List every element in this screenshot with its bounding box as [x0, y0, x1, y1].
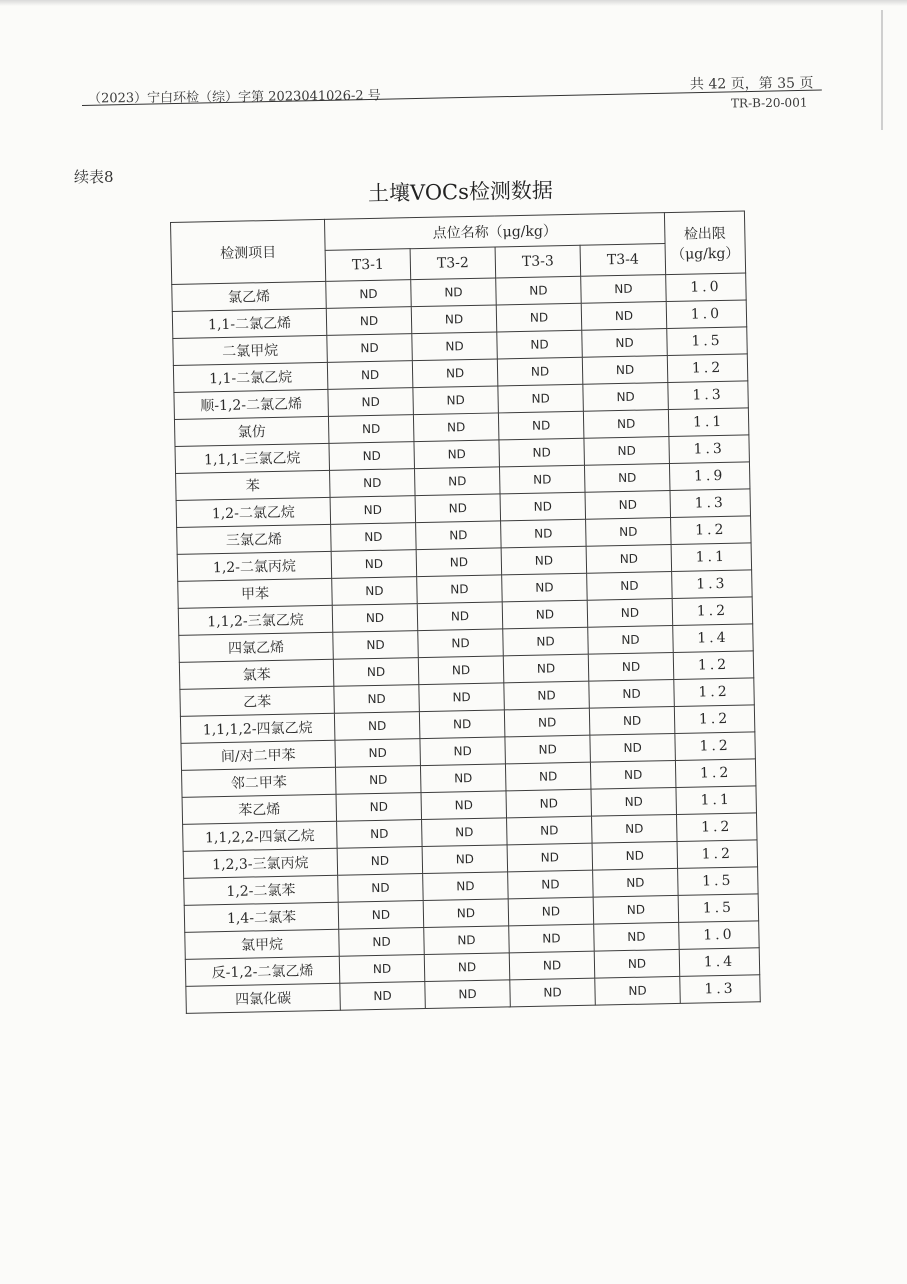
- row-value-cell: ND: [593, 868, 679, 897]
- voc-data-table: [170, 210, 761, 1013]
- row-limit-cell: 1.5: [678, 867, 759, 896]
- points-column-header: 点位名称（μg/kg）: [324, 213, 665, 251]
- row-value-cell: ND: [582, 356, 668, 385]
- row-item-name: 乙苯: [180, 686, 335, 716]
- row-value-cell: ND: [497, 357, 583, 386]
- row-value-cell: ND: [339, 955, 425, 984]
- row-value-cell: ND: [590, 760, 676, 789]
- row-value-cell: ND: [339, 928, 425, 957]
- limit-column-header: [664, 211, 745, 275]
- row-item-name: 1,2-二氯乙烷: [176, 497, 331, 527]
- row-value-cell: ND: [589, 679, 675, 708]
- row-item-name: 甲苯: [178, 578, 333, 608]
- row-item-name: 1,2,3-三氯丙烷: [183, 848, 338, 878]
- row-limit-cell: 1.0: [666, 300, 747, 329]
- row-value-cell: ND: [416, 548, 502, 577]
- row-value-cell: ND: [585, 491, 671, 520]
- row-value-cell: ND: [590, 733, 676, 762]
- row-value-cell: ND: [423, 899, 509, 928]
- row-limit-cell: 1.0: [679, 921, 760, 950]
- row-limit-cell: 1.1: [671, 543, 752, 572]
- row-value-cell: ND: [510, 978, 596, 1007]
- row-value-cell: ND: [593, 895, 679, 924]
- row-value-cell: ND: [330, 496, 416, 525]
- row-item-name: 1,4-二氯苯: [184, 902, 339, 932]
- row-value-cell: ND: [497, 330, 583, 359]
- row-value-cell: ND: [338, 901, 424, 930]
- row-limit-cell: 1.2: [674, 705, 755, 734]
- row-value-cell: ND: [418, 656, 504, 685]
- row-value-cell: ND: [587, 572, 673, 601]
- row-value-cell: ND: [496, 276, 582, 305]
- row-value-cell: ND: [508, 897, 594, 926]
- row-value-cell: ND: [337, 847, 423, 876]
- row-value-cell: ND: [501, 546, 587, 575]
- row-value-cell: ND: [502, 600, 588, 629]
- row-item-name: 氯乙烯: [172, 281, 327, 311]
- row-value-cell: ND: [505, 735, 591, 764]
- row-value-cell: ND: [499, 438, 585, 467]
- row-value-cell: ND: [328, 388, 414, 417]
- row-value-cell: ND: [422, 818, 508, 847]
- point-column-header: T3-1: [325, 249, 411, 282]
- row-limit-cell: 1.2: [675, 759, 756, 788]
- page-title: 土壤VOCs检测数据: [367, 178, 554, 206]
- row-value-cell: ND: [423, 872, 509, 901]
- page-info: 共 42 页，第 35 页: [689, 75, 814, 93]
- row-value-cell: ND: [328, 415, 414, 444]
- point-column-header: T3-4: [580, 244, 666, 277]
- row-value-cell: ND: [338, 874, 424, 903]
- table-body: [172, 273, 761, 1013]
- row-value-cell: ND: [337, 820, 423, 849]
- row-limit-cell: 1.2: [675, 732, 756, 761]
- row-limit-cell: 1.3: [670, 489, 751, 518]
- row-limit-cell: 1.2: [672, 597, 753, 626]
- row-value-cell: ND: [498, 384, 584, 413]
- row-value-cell: ND: [420, 764, 506, 793]
- row-item-name: 四氯乙烯: [179, 632, 334, 662]
- row-value-cell: ND: [502, 573, 588, 602]
- row-value-cell: ND: [503, 627, 589, 656]
- row-limit-cell: 1.1: [676, 786, 757, 815]
- item-column-header: 检测项目: [171, 219, 326, 284]
- scan-edge: [0, 0, 907, 6]
- row-item-name: 1,1,2-三氯乙烷: [178, 605, 333, 635]
- table-continuation-label: 续表8: [74, 168, 114, 186]
- row-item-name: 1,1-二氯乙烷: [173, 362, 328, 392]
- row-value-cell: ND: [586, 545, 672, 574]
- form-code: TR-B-20-001: [730, 95, 808, 111]
- row-value-cell: ND: [496, 303, 582, 332]
- row-value-cell: ND: [327, 334, 413, 363]
- row-value-cell: ND: [332, 577, 418, 606]
- row-value-cell: ND: [594, 949, 680, 978]
- row-value-cell: ND: [326, 307, 412, 336]
- row-item-name: 氯仿: [174, 416, 329, 446]
- row-value-cell: ND: [331, 550, 417, 579]
- row-item-name: 四氯化碳: [186, 983, 341, 1013]
- row-item-name: 三氯乙烯: [177, 524, 332, 554]
- row-value-cell: ND: [333, 631, 419, 660]
- row-value-cell: ND: [509, 951, 595, 980]
- row-value-cell: ND: [421, 791, 507, 820]
- row-value-cell: ND: [327, 361, 413, 390]
- row-limit-cell: 1.9: [669, 462, 750, 491]
- row-value-cell: ND: [582, 329, 668, 358]
- row-value-cell: ND: [498, 411, 584, 440]
- row-value-cell: ND: [412, 332, 498, 361]
- row-value-cell: ND: [504, 681, 590, 710]
- row-limit-cell: 1.3: [672, 570, 753, 599]
- scan-fold-line: [881, 10, 883, 130]
- row-value-cell: ND: [336, 793, 422, 822]
- row-value-cell: ND: [592, 814, 678, 843]
- voc-table-container: [170, 210, 761, 1013]
- row-value-cell: ND: [335, 739, 421, 768]
- row-value-cell: ND: [415, 494, 501, 523]
- row-value-cell: ND: [412, 359, 498, 388]
- row-item-name: 1,2-二氯丙烷: [177, 551, 332, 581]
- row-value-cell: ND: [505, 762, 591, 791]
- point-column-header: T3-2: [410, 247, 496, 280]
- row-value-cell: ND: [329, 442, 415, 471]
- row-value-cell: ND: [424, 953, 510, 982]
- row-value-cell: ND: [509, 924, 595, 953]
- row-value-cell: ND: [340, 982, 426, 1011]
- report-number: （2023）宁白环检（综）字第 2023041026-2 号: [87, 88, 381, 107]
- row-value-cell: ND: [411, 305, 497, 334]
- row-limit-cell: 1.3: [668, 381, 749, 410]
- row-value-cell: ND: [581, 302, 667, 331]
- row-value-cell: ND: [335, 766, 421, 795]
- row-value-cell: ND: [418, 629, 504, 658]
- row-value-cell: ND: [420, 737, 506, 766]
- row-item-name: 氯甲烷: [185, 929, 340, 959]
- row-value-cell: ND: [506, 789, 592, 818]
- row-value-cell: ND: [417, 575, 503, 604]
- row-value-cell: ND: [334, 712, 420, 741]
- row-value-cell: ND: [588, 652, 674, 681]
- row-value-cell: ND: [422, 845, 508, 874]
- row-value-cell: ND: [581, 275, 667, 304]
- row-value-cell: ND: [332, 604, 418, 633]
- point-column-header: T3-3: [495, 245, 581, 278]
- row-value-cell: ND: [503, 654, 589, 683]
- row-item-name: 1,1,1,2-四氯乙烷: [180, 713, 335, 743]
- row-value-cell: ND: [417, 602, 503, 631]
- row-limit-cell: 1.2: [671, 516, 752, 545]
- row-value-cell: ND: [330, 469, 416, 498]
- row-value-cell: ND: [413, 386, 499, 415]
- row-value-cell: ND: [499, 465, 585, 494]
- row-limit-cell: 1.4: [679, 948, 760, 977]
- row-value-cell: ND: [595, 976, 681, 1005]
- row-value-cell: ND: [331, 523, 417, 552]
- row-limit-cell: 1.2: [667, 354, 748, 383]
- row-item-name: 二氯甲烷: [173, 335, 328, 365]
- row-limit-cell: 1.3: [680, 975, 761, 1004]
- row-value-cell: ND: [419, 710, 505, 739]
- row-value-cell: ND: [500, 492, 586, 521]
- row-value-cell: ND: [419, 683, 505, 712]
- row-value-cell: ND: [425, 980, 511, 1009]
- row-item-name: 苯乙烯: [182, 794, 337, 824]
- row-item-name: 1,1-二氯乙烯: [172, 308, 327, 338]
- row-value-cell: ND: [588, 625, 674, 654]
- row-value-cell: ND: [583, 383, 669, 412]
- row-limit-cell: 1.5: [667, 327, 748, 356]
- row-value-cell: ND: [326, 280, 412, 309]
- row-value-cell: ND: [414, 440, 500, 469]
- row-value-cell: ND: [586, 518, 672, 547]
- row-item-name: 邻二甲苯: [182, 767, 337, 797]
- row-item-name: 反-1,2-二氯乙烯: [185, 956, 340, 986]
- row-value-cell: ND: [411, 278, 497, 307]
- row-item-name: 1,1,1-三氯乙烷: [175, 443, 330, 473]
- row-value-cell: ND: [507, 843, 593, 872]
- row-value-cell: ND: [414, 467, 500, 496]
- row-value-cell: ND: [507, 816, 593, 845]
- row-value-cell: ND: [583, 410, 669, 439]
- row-value-cell: ND: [592, 841, 678, 870]
- row-limit-cell: 1.1: [668, 408, 749, 437]
- row-value-cell: ND: [416, 521, 502, 550]
- row-value-cell: ND: [594, 922, 680, 951]
- row-value-cell: ND: [333, 658, 419, 687]
- row-limit-cell: 1.2: [674, 678, 755, 707]
- limit-header-line2: （μg/kg）: [670, 245, 740, 263]
- row-value-cell: ND: [501, 519, 587, 548]
- row-value-cell: ND: [508, 870, 594, 899]
- row-item-name: 1,1,2,2-四氯乙烷: [183, 821, 338, 851]
- row-value-cell: ND: [591, 787, 677, 816]
- row-limit-cell: 1.5: [678, 894, 759, 923]
- row-limit-cell: 1.4: [673, 624, 754, 653]
- row-value-cell: ND: [584, 437, 670, 466]
- row-limit-cell: 1.2: [676, 813, 757, 842]
- row-value-cell: ND: [334, 685, 420, 714]
- row-value-cell: ND: [504, 708, 590, 737]
- row-item-name: 氯苯: [179, 659, 334, 689]
- limit-header-line1: 检出限: [683, 225, 727, 243]
- row-item-name: 间/对二甲苯: [181, 740, 336, 770]
- row-limit-cell: 1.0: [666, 273, 747, 302]
- row-value-cell: ND: [587, 598, 673, 627]
- row-value-cell: ND: [413, 413, 499, 442]
- row-item-name: 顺-1,2-二氯乙烯: [174, 389, 329, 419]
- row-value-cell: ND: [584, 464, 670, 493]
- row-limit-cell: 1.2: [677, 840, 758, 869]
- row-value-cell: ND: [424, 926, 510, 955]
- row-value-cell: ND: [589, 706, 675, 735]
- row-item-name: 1,2-二氯苯: [184, 875, 339, 905]
- row-limit-cell: 1.3: [669, 435, 750, 464]
- row-limit-cell: 1.2: [673, 651, 754, 680]
- row-item-name: 苯: [176, 470, 331, 500]
